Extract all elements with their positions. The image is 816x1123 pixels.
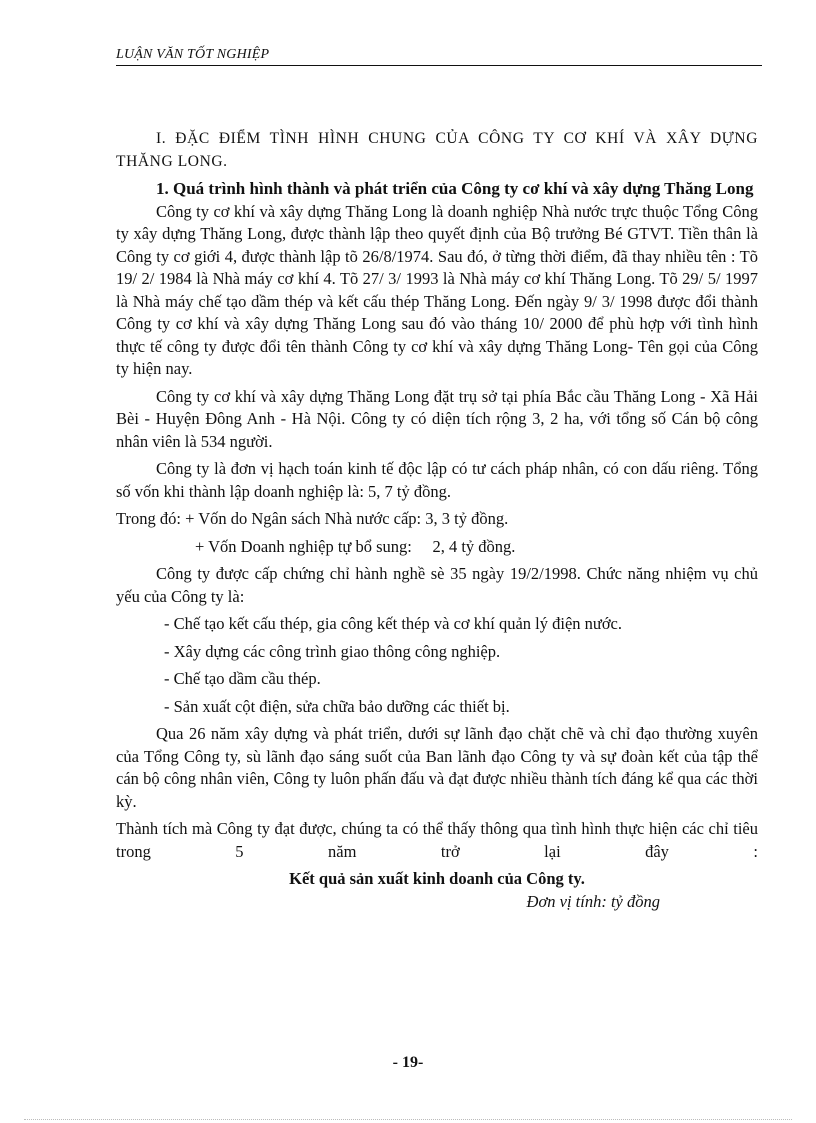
paragraph-accounting: Công ty là đơn vị hạch toán kinh tế độc lập có tư cách pháp nhân, có con dấu riêng. Tổng số vốn khi thành lập doanh nghiệp là: 5, 7 tỷ đồng. bbox=[116, 459, 758, 501]
body-text bbox=[116, 128, 758, 913]
duty-item: - Xây dựng các công trình giao thông công nghiệp. bbox=[164, 641, 501, 661]
duty-item: - Chế tạo dầm cầu thép. bbox=[164, 669, 321, 688]
paragraph-results: Thành tích mà Công ty đạt được, chúng ta có thể thấy thông qua tình hình thực hiện các chỉ tiêu trong 5 năm trở lại đây : bbox=[116, 819, 758, 861]
subsection-title: 1. Quá trình hình thành và phát triển của Công ty cơ khí và xây dựng Thăng Long bbox=[156, 179, 754, 198]
paragraph-achievement: Qua 26 năm xây dựng và phát triển, dưới sự lãnh đạo chặt chẽ và chỉ đạo thường xuyên của Tổng Công ty, sù lãnh đạo sáng suốt của Ban lãnh đạo Công ty và sự đoàn kết của tập thể cán bộ công nhân viên, Công ty luôn phấn đấu và đạt được nhiều thành tích đáng kể qua các thời kỳ. bbox=[116, 724, 758, 811]
duty-item: - Chế tạo kết cấu thép, gia công kết thép và cơ khí quản lý điện nước. bbox=[164, 614, 623, 633]
paragraph-license: Công ty được cấp chứng chỉ hành nghề sè 35 ngày 19/2/1998. Chức năng nhiệm vụ chủ yếu của Công ty là: bbox=[116, 564, 758, 606]
paragraph-location: Công ty cơ khí và xây dựng Thăng Long đặt trụ sở tại phía Bắc cầu Thăng Long - Xã Hải Bèi - Huyện Đông Anh - Hà Nội. Công ty có diện tích rộng 3, 2 ha, với tổng số Cán bộ công nhân viên là 534 người. bbox=[116, 386, 758, 451]
table-caption: Kết quả sản xuất kinh doanh của Công ty. bbox=[289, 869, 585, 888]
paragraph-history: Công ty cơ khí và xây dựng Thăng Long là doanh nghiệp Nhà nước trực thuộc Tổng Công ty xây dựng Thăng Long, được thành lập theo quyết định của Bộ trưởng Bé GTVT. Tiền thân là Công ty cơ giới 4, được thành lập tõ 26/8/1974. Sau đó, ở từng thời điểm, đã thay nhiều tên : Tõ 19/ 2/ 1984 là Nhà máy cơ khí 4. Tõ 27/ 3/ 1993 là Nhà máy cơ khí Thăng Long. Tõ 29/ 5/ 1997 là Nhà máy chế tạo dầm thép và kết cấu thép Thăng Long. Đến ngày 9/ 3/ 1998 được đổi thành Công ty cơ khí và xây dựng Thăng Long sau đó vào tháng 10/ 2000 để phù hợp với tình hình thực tế công ty được đổi tên thành Công ty cơ khí và xây dựng Thăng Long- Tên gọi của Công ty hiện nay. bbox=[116, 201, 758, 378]
unit-line: Đơn vị tính: tỷ đồng bbox=[526, 891, 660, 911]
capital-line-state: Trong đó: + Vốn do Ngân sách Nhà nước cấp: 3, 3 tỷ đồng. bbox=[116, 509, 509, 528]
running-header: LUẬN VĂN TỐT NGHIỆP bbox=[116, 47, 762, 66]
page-edge-divider bbox=[24, 1119, 792, 1120]
page-number: - 19- bbox=[392, 1054, 424, 1071]
section-title: I. ĐẶC ĐIỂM TÌNH HÌNH CHUNG CỦA CÔNG TY CƠ KHÍ VÀ XÂY DỰNG THĂNG LONG. bbox=[116, 130, 758, 170]
duty-item: - Sản xuất cột điện, sửa chữa bảo dưỡng các thiết bị. bbox=[164, 696, 510, 716]
capital-line-enterprise: + Vốn Doanh nghiệp tự bổ sung: 2, 4 tỷ đồng. bbox=[195, 536, 516, 556]
